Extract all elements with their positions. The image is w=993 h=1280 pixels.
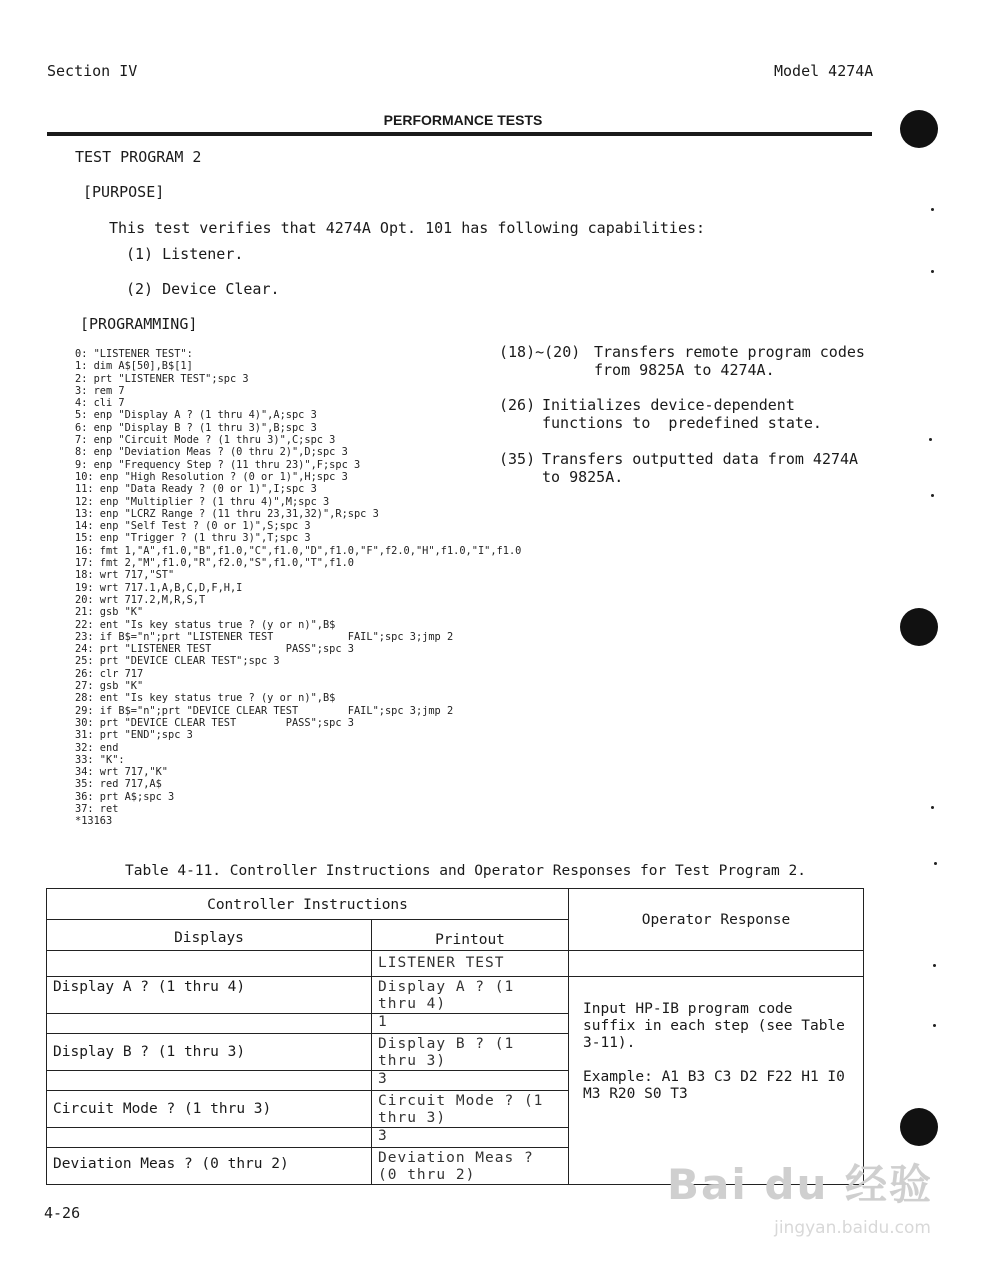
purpose-intro: This test verifies that 4274A Opt. 101 has following capabilities: [109,219,706,237]
code-line: 34: wrt 717,"K" [75,766,168,779]
purpose-item-listener: (1) Listener. [126,245,244,263]
model-header: Model 4274A [774,62,874,80]
header-operator-response: Operator Response [569,889,864,951]
speck [929,438,932,441]
code-line: 22: ent "Is key status true ? (y or n)",B$ [75,618,336,631]
note-text-output: Transfers outputted data from 4274A to 9825A. [542,450,859,486]
printout-cell: 3 [372,1128,569,1148]
section-header: Section IV [47,62,138,80]
code-line: 5: enp "Display A ? (1 thru 4)",A;spc 3 [75,409,317,422]
speck [934,862,937,865]
display-cell: Deviation Meas ? (0 thru 2) [47,1148,372,1185]
code-line: 37: ret [75,802,119,815]
code-line: 33: "K": [75,753,125,766]
purpose-heading: [PURPOSE] [83,183,165,201]
table-caption: Table 4-11. Controller Instructions and Operator Responses for Test Program 2. [125,863,806,879]
code-line: 36: prt A$;spc 3 [75,790,175,803]
code-line: 21: gsb "K" [75,606,144,619]
code-line: 29: if B$="n";prt "DEVICE CLEAR TEST FAIL";spc 3;jmp 2 [75,704,454,717]
code-line: 7: enp "Circuit Mode ? (1 thru 3)",C;spc 3 [75,434,336,447]
code-line: 16: fmt 1,"A",f1.0,"B",f1.0,"C",f1.0,"D",f1.0,"F",f2.0,"H",f1.0,"I",f1.0 [75,544,522,557]
code-line: 23: if B$="n";prt "LISTENER TEST FAIL";spc 3;jmp 2 [75,630,454,643]
note-text-transfer: Transfers remote program codes from 9825A to 4274A. [594,343,865,379]
speck [933,964,936,967]
code-line: 11: enp "Data Ready ? (0 or 1)",I;spc 3 [75,483,317,496]
speck [931,494,934,497]
code-line: 6: enp "Display B ? (1 thru 3)",B;spc 3 [75,421,317,434]
printout-cell: 3 [372,1071,569,1091]
note-text-initialize: Initializes device-dependent functions to predefined state. [542,396,822,432]
code-line: 31: prt "END";spc 3 [75,729,193,742]
code-line: 4: cli 7 [75,397,125,410]
display-cell: Display B ? (1 thru 3) [47,1034,372,1071]
code-line: 25: prt "DEVICE CLEAR TEST";spc 3 [75,655,280,668]
code-line: 9: enp "Frequency Step ? (11 thru 23)",F;spc 3 [75,458,361,471]
note-label-transfer: (18)~(20) [499,343,581,361]
printout-cell: Display B ? (1 thru 3) [372,1034,569,1071]
speck [931,270,934,273]
speck [931,208,934,211]
purpose-item-device-clear: (2) Device Clear. [126,280,280,298]
printout-cell: Deviation Meas ? (0 thru 2) [372,1148,569,1185]
code-line: 1: dim A$[50],B$[1] [75,360,193,373]
binder-hole [900,608,938,646]
test-program-title: TEST PROGRAM 2 [75,148,202,166]
code-line: 20: wrt 717.2,M,R,S,T [75,593,206,606]
section-title: PERFORMANCE TESTS [383,112,543,128]
code-line: 24: prt "LISTENER TEST PASS";spc 3 [75,643,354,656]
page-number: 4-26 [44,1204,81,1222]
printout-cell: LISTENER TEST [372,951,569,977]
display-cell: Display A ? (1 thru 4) [47,977,372,1014]
operator-cell-blank [569,951,864,977]
code-line: 8: enp "Deviation Meas ? (0 thru 2)",D;spc 3 [75,446,348,459]
code-line: 12: enp "Multiplier ? (1 thru 4)",M;spc 3 [75,495,330,508]
code-line: 27: gsb "K" [75,680,144,693]
title-rule [47,132,872,136]
code-line: 14: enp "Self Test ? (0 or 1)",S;spc 3 [75,520,311,533]
code-line: 32: end [75,741,119,754]
code-line: 10: enp "High Resolution ? (0 or 1)",H;spc 3 [75,470,348,483]
printout-cell: Display A ? (1 thru 4) [372,977,569,1014]
header-displays: Displays [47,920,372,951]
code-line: 0: "LISTENER TEST": [75,348,193,360]
display-cell [47,1071,372,1091]
code-line: 26: clr 717 [75,667,144,680]
display-cell [47,1128,372,1148]
display-cell [47,951,372,977]
watermark-url: jingyan.baidu.com [774,1218,931,1238]
binder-hole [900,1108,938,1146]
operator-instruction: Input HP-IB program code suffix in each step (see Table 3-11). [583,1001,845,1051]
code-line: 28: ent "Is key status true ? (y or n)",B$ [75,692,336,705]
display-cell: Circuit Mode ? (1 thru 3) [47,1091,372,1128]
code-line: 13: enp "LCRZ Range ? (11 thru 23,31,32)",R;spc 3 [75,507,379,520]
printout-cell: 1 [372,1014,569,1034]
code-line: 35: red 717,A$ [75,778,162,791]
controller-instructions-table [46,888,864,1185]
program-listing [75,348,521,828]
code-line: 18: wrt 717,"ST" [75,569,175,582]
code-line: 17: fmt 2,"M",f1.0,"R",f2.0,"S",f1.0,"T",f1.0 [75,557,354,570]
code-line: 15: enp "Trigger ? (1 thru 3)",T;spc 3 [75,532,311,545]
code-line: 2: prt "LISTENER TEST";spc 3 [75,372,249,385]
printout-cell: Circuit Mode ? (1 thru 3) [372,1091,569,1128]
note-label-initialize: (26) [499,396,536,414]
code-line: *13163 [75,815,113,828]
binder-hole [900,110,938,148]
header-controller-instructions: Controller Instructions [47,889,569,920]
programming-heading: [PROGRAMMING] [80,315,198,333]
speck [931,806,934,809]
speck [933,1024,936,1027]
header-printout: Printout [372,920,569,951]
note-label-output: (35) [499,450,536,468]
watermark-logo: Bai du 经验 [667,1160,933,1209]
code-line: 19: wrt 717.1,A,B,C,D,F,H,I [75,581,243,594]
code-line: 3: rem 7 [75,384,125,397]
display-cell [47,1014,372,1034]
code-line: 30: prt "DEVICE CLEAR TEST PASS";spc 3 [75,716,354,729]
operator-example: Example: A1 B3 C3 D2 F22 H1 I0 M3 R20 S0 T3 [583,1069,845,1102]
